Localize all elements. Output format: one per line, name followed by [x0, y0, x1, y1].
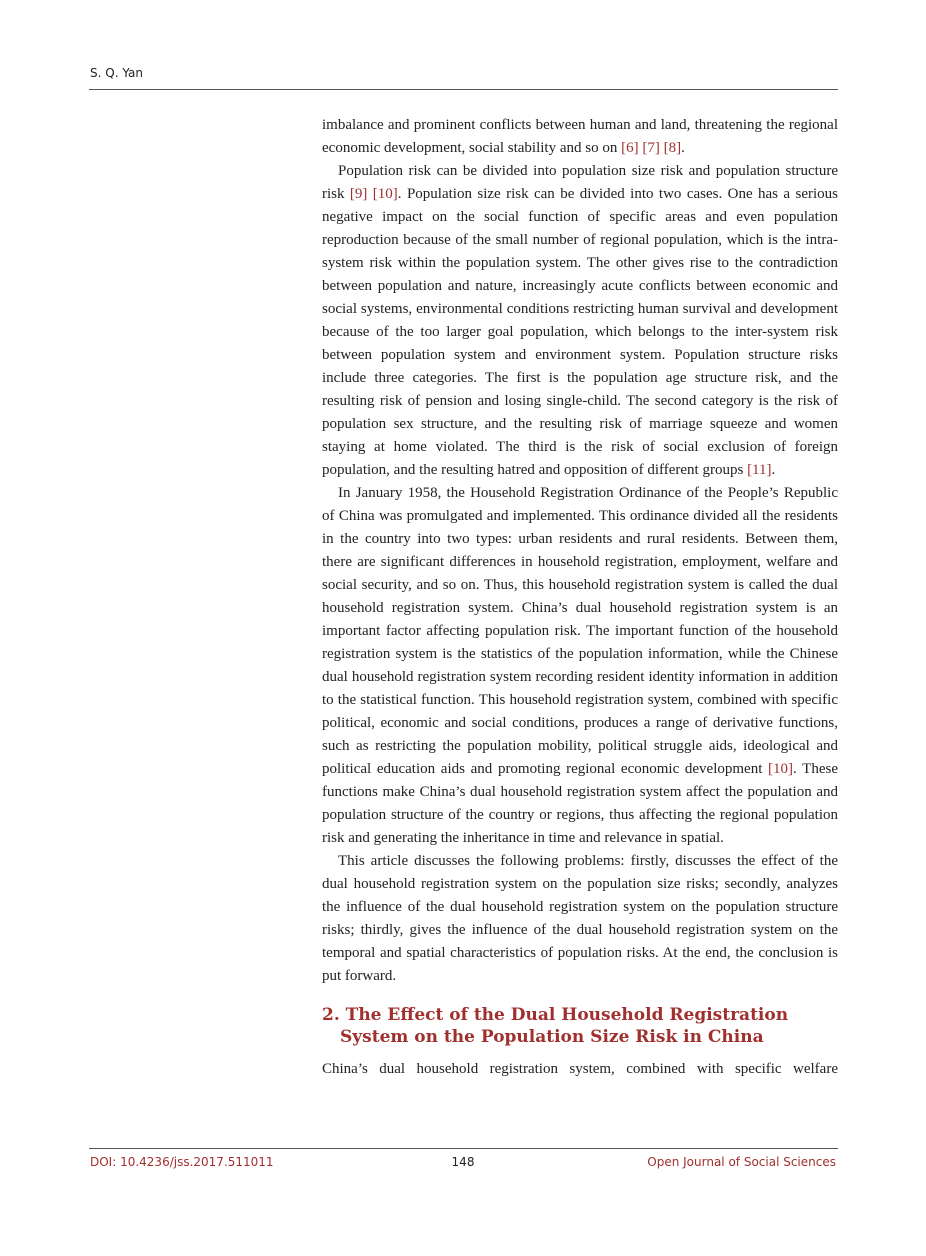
- paragraph-3-text-a: In January 1958, the Household Registration Ordinance of the People’s Republic of China was promulgated and implemented. This ordinance divided all the residents in the country into two types: urban residents and rural residents. Between them, there are significant differences in household registration, employment, welfare and social security, and so on. Thus, this household registration system is called the dual household registration system. China’s dual household registration system is an important factor affecting population risk. The important function of the household registration system is the statistics of the population information, while the Chinese dual household registration system recording resident identity information in addition to the statistical function. This household registration system, combined with specific political, economic and social conditions, produces a range of derivative functions, such as restricting the population mobility, political struggle aids, ideological and political education aids and promoting regional economic development: [322, 485, 838, 777]
- running-header-author: S. Q. Yan: [90, 66, 143, 80]
- paragraph-1: [322, 114, 838, 160]
- paragraph-3-text-b: . These functions make China’s dual household registration system affect the population and population structure of the country or regions, thus affecting the regional population risk and generating the inheritance in time and relevance in spatial.: [322, 761, 838, 846]
- paragraph-1-end: .: [681, 140, 685, 156]
- citation-link[interactable]: [6] [7] [8]: [621, 140, 682, 156]
- footer-journal-link[interactable]: Open Journal of Social Sciences: [647, 1155, 836, 1169]
- paragraph-2-text-a: Population risk can be divided into population size risk and population structure risk: [322, 163, 838, 202]
- paragraph-3: [322, 482, 838, 850]
- paragraph-2-text-b: . Population size risk can be divided into two cases. One has a serious negative impact on the social function of specific areas and even population reproduction because of the small number of regional population, which is the intra-system risk within the population system. The other gives rise to the contradiction between population and nature, increasingly acute conflicts between economic and social systems, environmental conditions restricting human survival and development because of the too larger goal population, which belongs to the inter-system risk between population system and environment system. Population structure risks include three categories. The first is the population age structure risk, and the resulting risk of pension and losing single-child. The second category is the risk of population sex structure, and the resulting risk of marriage squeeze and women staying at home violated. The third is the risk of social exclusion of foreign population, and the resulting hatred and opposition of different groups: [322, 186, 838, 478]
- footer-page-number: 148: [451, 1155, 475, 1169]
- paragraph-2: [322, 160, 838, 482]
- paragraph-5: China’s dual household registration system, combined with specific welfare: [322, 1061, 838, 1077]
- footer-doi-link[interactable]: DOI: 10.4236/jss.2017.511011: [90, 1155, 274, 1169]
- paragraph-1-text: imbalance and prominent conflicts between human and land, threatening the regional economic development, social stability and so on: [322, 117, 838, 156]
- citation-link[interactable]: [10]: [768, 761, 794, 777]
- article-body: [322, 114, 838, 1081]
- paragraph-2-end: .: [771, 462, 776, 478]
- paragraph-4: This article discusses the following problems: firstly, discusses the effect of the dual household registration system on the population size risks; secondly, analyzes the influence of the dual household registration system on the population structure risks; thirdly, gives the influence of the dual household registration system on the temporal and spatial characteristics of population risks. At the end, the conclusion is put forward.: [322, 853, 838, 984]
- section-heading: 2. The Effect of the Dual Household Registration System on the Population Size Risk in China: [322, 1005, 789, 1047]
- citation-link[interactable]: [11]: [747, 462, 772, 478]
- footer-divider: [89, 1148, 838, 1149]
- header-divider: [89, 89, 838, 90]
- citation-link[interactable]: [9] [10]: [349, 186, 398, 202]
